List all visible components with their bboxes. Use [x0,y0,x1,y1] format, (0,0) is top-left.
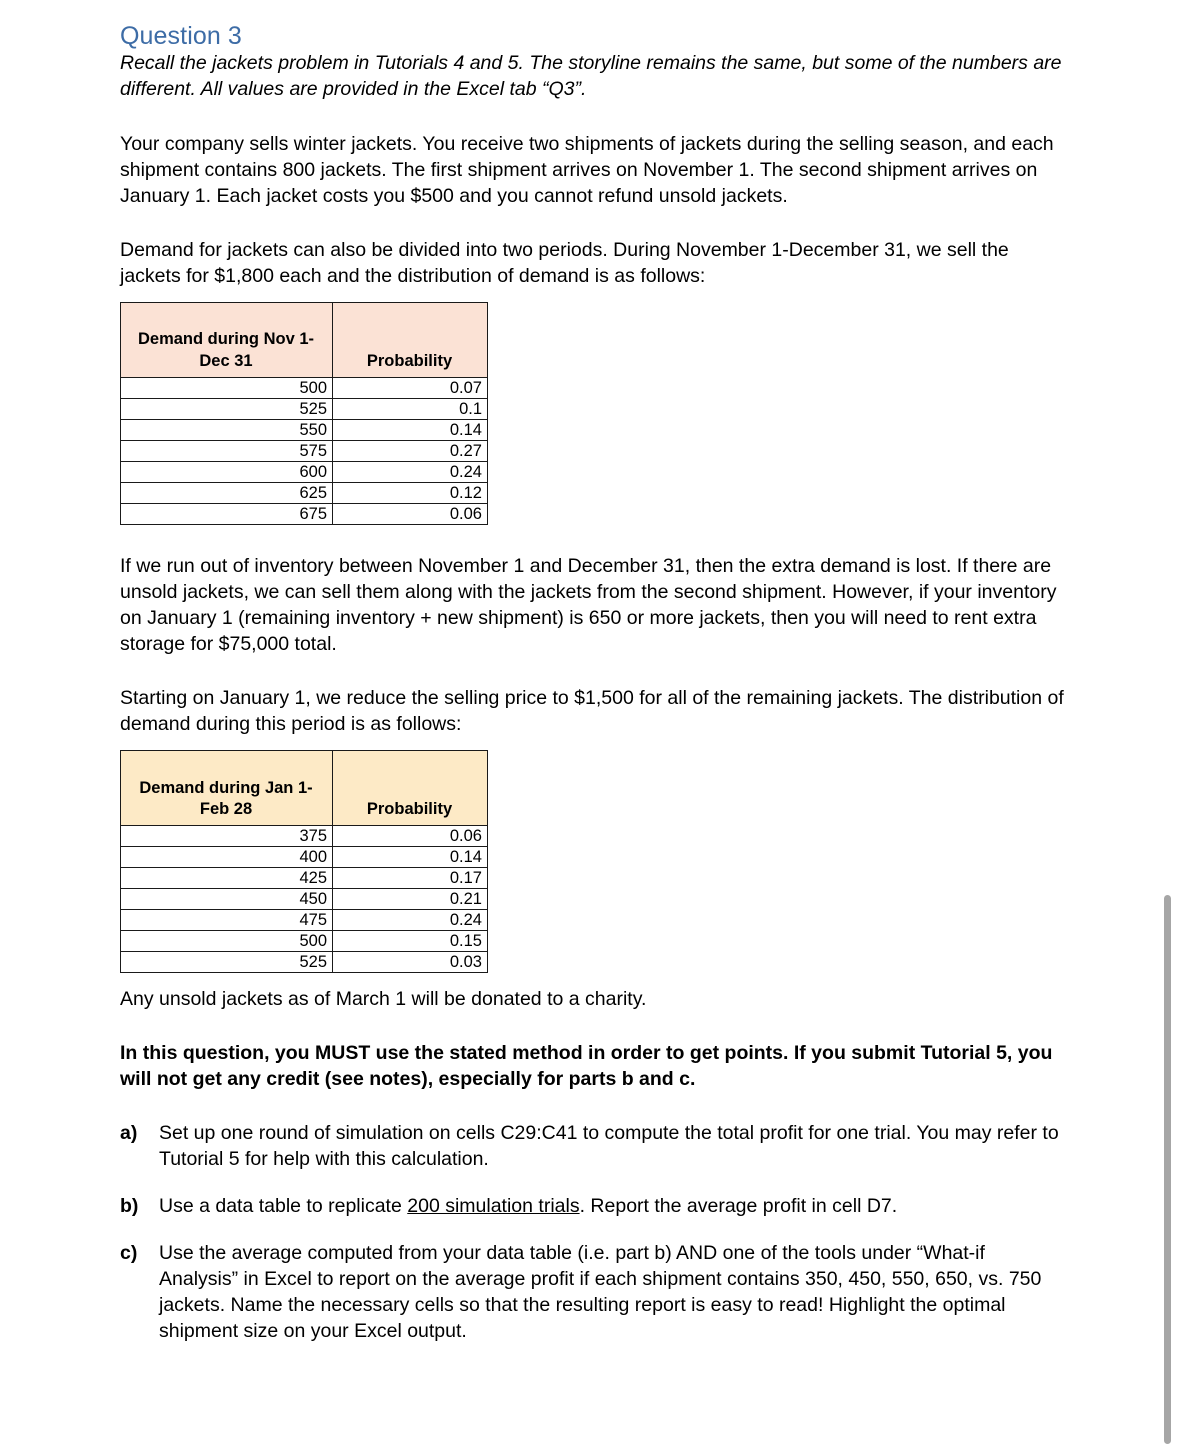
table-row [121,889,488,910]
paragraph-setup: Your company sells winter jackets. You receive two shipments of jackets during the selling season, and each shipment contains 800 jackets. The first shipment arrives on November 1. The second shipment arrives on January 1. Each jacket costs you $500 and you cannot refund unsold jackets. [120,132,1054,207]
cell-demand: 500 [121,931,333,952]
cell-probability: 0.21 [333,889,488,910]
table-row [121,952,488,973]
part-b-marker: b) [120,1195,139,1218]
table-row [121,420,488,441]
cell-probability: 0.15 [333,931,488,952]
paragraph-second-period: Starting on January 1, we reduce the selling price to $1,500 for all of the remaining jackets. The distribution of demand during this period is as follows: [120,687,1064,736]
cell-probability: 0.24 [333,462,488,483]
cell-demand: 550 [121,420,333,441]
table-header-row [121,751,488,826]
cell-demand: 525 [121,952,333,973]
part-c-marker: c) [120,1242,138,1265]
table-row [121,826,488,847]
paragraph-demand-intro: Demand for jackets can also be divided into two periods. During November 1-December 31, we sell the jackets for $1,800 each and the distribution of demand is as follows: [120,238,1009,287]
spacer [120,1219,1066,1240]
cell-probability: 0.1 [333,399,488,420]
cell-probability: 0.07 [333,378,488,399]
scrollbar-track[interactable] [1157,0,1179,1444]
table-demand-jan-feb [120,750,488,973]
cell-demand: 425 [121,868,333,889]
document-content [120,22,1066,1345]
scrollbar-thumb[interactable] [1164,895,1171,1444]
cell-probability: 0.14 [333,420,488,441]
cell-demand: 450 [121,889,333,910]
cell-probability: 0.27 [333,441,488,462]
cell-probability: 0.03 [333,952,488,973]
paragraph-stockout: If we run out of inventory between November 1 and December 31, then the extra demand is lost. If there are unsold jackets, we can sell them along with the jackets from the second shipment. However, if your inventory on January 1 (remaining inventory + new shipment) is 650 or more jackets, then you will need to rent extra storage for $75,000 total. [120,555,1057,656]
cell-demand: 375 [121,826,333,847]
table-row [121,399,488,420]
cell-demand: 575 [121,441,333,462]
table-row [121,910,488,931]
cell-probability: 0.06 [333,504,488,525]
part-b-text-after: . Report the average profit in cell D7. [579,1195,898,1218]
cell-demand: 625 [121,483,333,504]
table-demand-nov-dec [120,302,488,525]
cell-probability: 0.06 [333,826,488,847]
spacer [120,737,1066,750]
cell-demand: 525 [121,399,333,420]
table-row [121,378,488,399]
column-header-demand-nov-dec: Demand during Nov 1-Dec 31 [121,303,333,378]
question-part-b [120,1193,1066,1219]
column-header-probability: Probability [333,303,488,378]
table-row [121,868,488,889]
intro-italic-paragraph: Recall the jackets problem in Tutorials 4 and 5. The storyline remains the same, but some of the numbers are different. All values are provided in the Excel tab “Q3”. [120,52,1062,100]
spacer [120,103,1066,131]
table-row [121,441,488,462]
part-a-marker: a) [120,1122,138,1145]
table-row [121,504,488,525]
question-part-c [120,1240,1066,1344]
spacer [120,209,1066,237]
part-b-text-before: Use a data table to replicate [159,1195,408,1218]
cell-demand: 675 [121,504,333,525]
column-header-probability: Probability [333,751,488,826]
part-a-text: Set up one round of simulation on cells C29:C41 to compute the total profit for one trial. You may refer to Tutorial 5 for help with this calculation. [159,1122,1059,1171]
question-parts-list [120,1120,1066,1344]
paragraph-method-warning: In this question, you MUST use the stated method in order to get points. If you submit Tutorial 5, you will not get any credit (see notes), especially for parts b and c. [120,1042,1053,1091]
spacer [120,1172,1066,1193]
table-row [121,483,488,504]
question-part-a [120,1120,1066,1172]
paragraph-charity: Any unsold jackets as of March 1 will be donated to a charity. [120,988,647,1011]
cell-demand: 500 [121,378,333,399]
table-header-row [121,303,488,378]
cell-demand: 475 [121,910,333,931]
spacer [120,1092,1066,1120]
table-row [121,462,488,483]
part-c-text: Use the average computed from your data table (i.e. part b) AND one of the tools under “What-if Analysis” in Excel to report on the average profit if each shipment contains 350, 450, 550, 650, vs. 750 jackets. Name the necessary cells so that the resulting report is easy to read! Highlight the optimal shipment size on your Excel output. [159,1242,1042,1343]
spacer [120,289,1066,302]
spacer [120,1012,1066,1040]
table-row [121,847,488,868]
spacer [120,657,1066,685]
cell-probability: 0.17 [333,868,488,889]
spacer [120,525,1066,553]
cell-demand: 400 [121,847,333,868]
table-row [121,931,488,952]
cell-demand: 600 [121,462,333,483]
page-title: Question 3 [120,22,242,50]
spacer [120,973,1066,986]
cell-probability: 0.14 [333,847,488,868]
cell-probability: 0.12 [333,483,488,504]
part-b-text-underlined: 200 simulation trials [407,1195,580,1218]
cell-probability: 0.24 [333,910,488,931]
column-header-demand-jan-feb: Demand during Jan 1-Feb 28 [121,751,333,826]
